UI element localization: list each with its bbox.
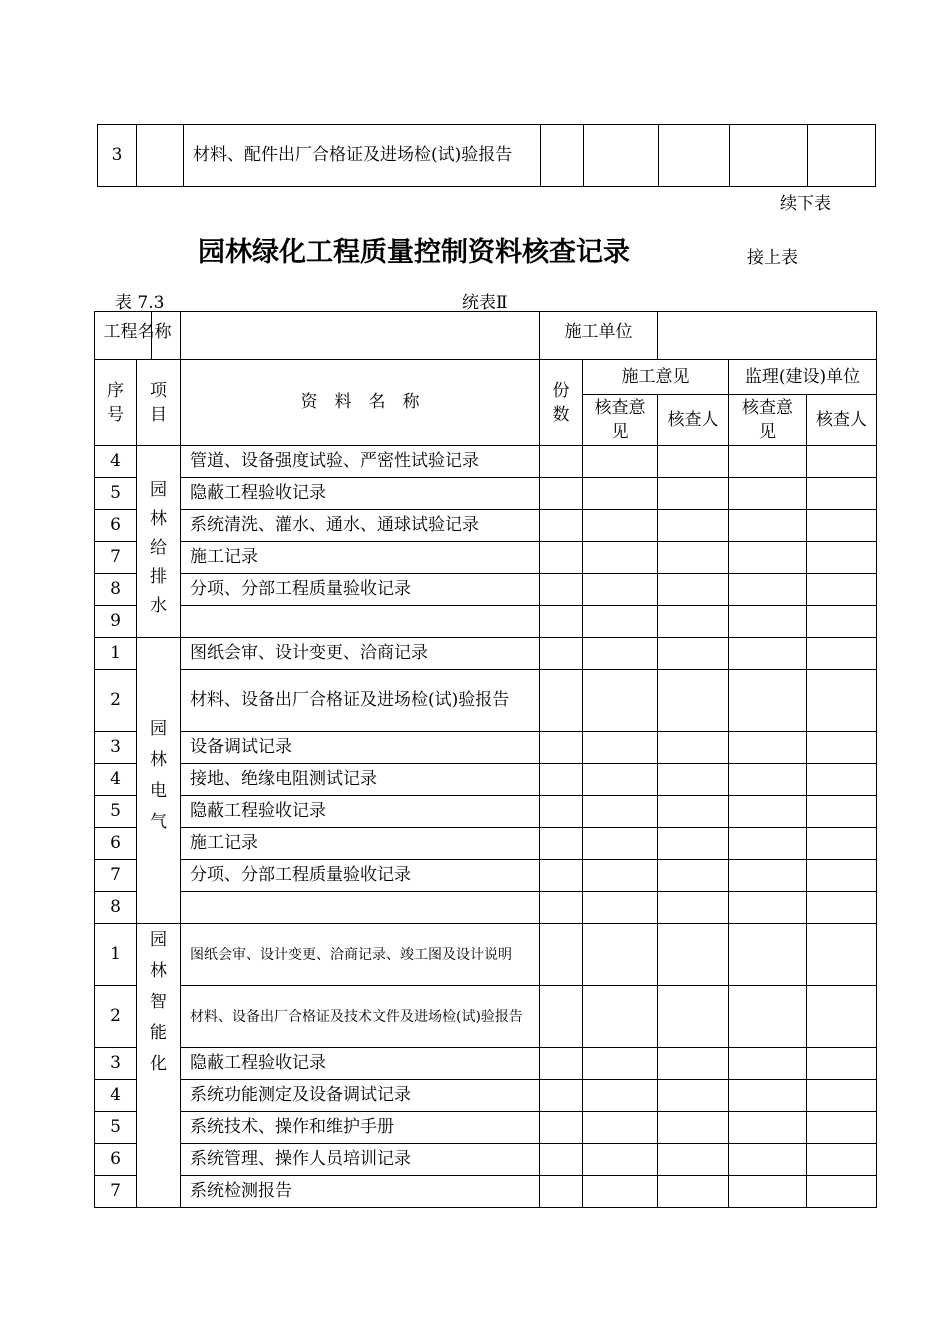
material-name: 材料、设备出厂合格证及技术文件及进场检(试)验报告: [181, 986, 540, 1048]
row-number: 7: [95, 860, 137, 892]
table-row: [95, 478, 877, 510]
construction-opinion-cell[interactable]: [583, 764, 658, 796]
contractor-label: 施工单位: [540, 312, 658, 360]
category-cell: 园林电气: [137, 638, 181, 924]
material-name: 系统功能测定及设备调试记录: [181, 1080, 540, 1112]
copies-cell[interactable]: [540, 478, 583, 510]
copies-cell[interactable]: [540, 828, 583, 860]
supervision-opinion-cell[interactable]: [729, 606, 807, 638]
supervision-check-opinion-header: 核查意见: [729, 395, 807, 446]
table-row: [95, 924, 877, 986]
construction-checker-cell[interactable]: [658, 574, 729, 606]
category-cell: 园林给排水: [137, 446, 181, 638]
supervision-checker-cell[interactable]: [807, 732, 877, 764]
construction-opinion-cell[interactable]: [583, 1048, 658, 1080]
construction-opinion-cell[interactable]: [583, 1176, 658, 1208]
material-name: 施工记录: [181, 542, 540, 574]
supervision-opinion-cell[interactable]: [729, 764, 807, 796]
row-number: 7: [95, 542, 137, 574]
material-name: 隐蔽工程验收记录: [181, 478, 540, 510]
row-number: 3: [95, 1048, 137, 1080]
table-row: [95, 638, 877, 670]
table-code: 表 7.3: [115, 293, 165, 313]
construction-checker-cell[interactable]: [658, 1080, 729, 1112]
row-number: 6: [95, 1144, 137, 1176]
supervision-unit-header: 监理(建设)单位: [729, 360, 877, 395]
supervision-checker-cell[interactable]: [807, 542, 877, 574]
construction-checker-cell[interactable]: [658, 510, 729, 542]
row-number: 1: [95, 638, 137, 670]
table-row: [95, 986, 877, 1048]
table-row: [95, 764, 877, 796]
copies-cell[interactable]: [540, 1112, 583, 1144]
copies-header: 份数: [540, 360, 583, 446]
construction-opinion-cell[interactable]: [583, 986, 658, 1048]
construction-opinion-cell[interactable]: [583, 574, 658, 606]
supervision-opinion-cell[interactable]: [729, 986, 807, 1048]
continued-below-note: 续下表: [780, 194, 831, 214]
supervision-opinion-cell[interactable]: [729, 510, 807, 542]
material-name: 设备调试记录: [181, 732, 540, 764]
construction-opinion-cell[interactable]: [583, 796, 658, 828]
supervision-checker-cell[interactable]: [807, 764, 877, 796]
construction-opinion-header: 施工意见: [583, 360, 729, 395]
copies-cell[interactable]: [540, 764, 583, 796]
material-name: 隐蔽工程验收记录: [181, 796, 540, 828]
construction-check-opinion-header: 核查意见: [583, 395, 658, 446]
construction-checker-cell[interactable]: [658, 796, 729, 828]
material-name: 管道、设备强度试验、严密性试验记录: [181, 446, 540, 478]
table-row: [95, 446, 877, 478]
material-name: 材料、设备出厂合格证及进场检(试)验报告: [181, 670, 540, 732]
material-name: 施工记录: [181, 828, 540, 860]
construction-opinion-cell[interactable]: [583, 670, 658, 732]
row-number: 1: [95, 924, 137, 986]
table-subtitle: 统表Ⅱ: [462, 293, 508, 313]
construction-opinion-cell[interactable]: [583, 828, 658, 860]
item-header: 项目: [137, 360, 181, 446]
supervision-checker-cell[interactable]: [807, 860, 877, 892]
supervision-opinion-cell[interactable]: [729, 796, 807, 828]
table-row: [95, 510, 877, 542]
supervision-checker-cell[interactable]: [807, 924, 877, 986]
copies-cell[interactable]: [540, 924, 583, 986]
construction-checker-cell[interactable]: [658, 478, 729, 510]
supervision-opinion-cell[interactable]: [729, 1112, 807, 1144]
material-name: 系统管理、操作人员培训记录: [181, 1144, 540, 1176]
table-row: [95, 828, 877, 860]
table-row: [95, 670, 877, 732]
supervision-checker-cell[interactable]: [807, 1080, 877, 1112]
supervision-opinion-cell[interactable]: [729, 478, 807, 510]
supervision-opinion-cell[interactable]: [729, 892, 807, 924]
material-name: 系统技术、操作和维护手册: [181, 1112, 540, 1144]
construction-opinion-cell[interactable]: [583, 892, 658, 924]
construction-checker-cell[interactable]: [658, 860, 729, 892]
construction-opinion-cell[interactable]: [583, 860, 658, 892]
supervision-opinion-cell[interactable]: [729, 1080, 807, 1112]
supervision-checker-cell[interactable]: [807, 606, 877, 638]
supervision-checker-cell[interactable]: [807, 1176, 877, 1208]
supervision-opinion-cell[interactable]: [729, 670, 807, 732]
copies-cell[interactable]: [540, 1176, 583, 1208]
table-row: [95, 542, 877, 574]
top-table-fragment: [97, 124, 876, 187]
copies-cell[interactable]: [540, 510, 583, 542]
material-name: 分项、分部工程质量验收记录: [181, 574, 540, 606]
row-number: 4: [95, 764, 137, 796]
row-number: 2: [95, 986, 137, 1048]
supervision-opinion-cell[interactable]: [729, 860, 807, 892]
construction-opinion-cell[interactable]: [583, 1080, 658, 1112]
supervision-opinion-cell[interactable]: [729, 574, 807, 606]
construction-opinion-cell[interactable]: [583, 478, 658, 510]
supervision-opinion-cell[interactable]: [729, 1176, 807, 1208]
supervision-checker-cell[interactable]: [807, 1048, 877, 1080]
construction-checker-cell[interactable]: [658, 732, 729, 764]
construction-opinion-cell[interactable]: [583, 732, 658, 764]
quality-control-records-table: [94, 311, 877, 1208]
supervision-checker-cell[interactable]: [807, 892, 877, 924]
copies-cell[interactable]: [540, 670, 583, 732]
copies-cell[interactable]: [540, 638, 583, 670]
row-number: 5: [95, 796, 137, 828]
construction-checker-cell[interactable]: [658, 1176, 729, 1208]
supervision-checker-cell[interactable]: [807, 446, 877, 478]
construction-checker-cell[interactable]: [658, 828, 729, 860]
material-name: 图纸会审、设计变更、洽商记录、竣工图及设计说明: [181, 924, 540, 986]
material-name: 系统清洗、灌水、通水、通球试验记录: [181, 510, 540, 542]
material-name: 系统检测报告: [181, 1176, 540, 1208]
copies-cell[interactable]: [540, 446, 583, 478]
supervision-checker-header: 核查人: [807, 395, 877, 446]
project-name-value[interactable]: [181, 312, 540, 360]
supervision-opinion-cell[interactable]: [729, 1144, 807, 1176]
seq-header: 序号: [95, 360, 137, 446]
supervision-checker-cell[interactable]: [807, 828, 877, 860]
copies-cell[interactable]: [540, 1048, 583, 1080]
continued-from-note: 接上表: [747, 248, 798, 268]
material-name: 隐蔽工程验收记录: [181, 1048, 540, 1080]
construction-checker-header: 核查人: [658, 395, 729, 446]
row-number: 4: [95, 1080, 137, 1112]
copies-cell[interactable]: [540, 606, 583, 638]
row-number: 7: [95, 1176, 137, 1208]
row-number: 9: [95, 606, 137, 638]
construction-opinion-cell[interactable]: [583, 510, 658, 542]
copies-cell[interactable]: [540, 986, 583, 1048]
contractor-value[interactable]: [658, 312, 877, 360]
row-number: 8: [95, 892, 137, 924]
construction-checker-cell[interactable]: [658, 670, 729, 732]
material-name: 分项、分部工程质量验收记录: [181, 860, 540, 892]
copies-cell[interactable]: [540, 860, 583, 892]
construction-checker-cell[interactable]: [658, 1048, 729, 1080]
copies-cell[interactable]: [540, 1144, 583, 1176]
supervision-checker-cell[interactable]: [807, 670, 877, 732]
construction-opinion-cell[interactable]: [583, 638, 658, 670]
copies-cell[interactable]: [540, 732, 583, 764]
table-row: [95, 1112, 877, 1144]
supervision-checker-cell[interactable]: [807, 638, 877, 670]
supervision-opinion-cell[interactable]: [729, 1048, 807, 1080]
category-cell: 园林智能化: [137, 924, 181, 1208]
construction-checker-cell[interactable]: [658, 542, 729, 574]
row-number: 2: [95, 670, 137, 732]
table-row: [95, 796, 877, 828]
construction-opinion-cell[interactable]: [583, 542, 658, 574]
material-name-header: 资 料 名 称: [181, 360, 540, 446]
material-name: [181, 892, 540, 924]
row-number: 3: [95, 732, 137, 764]
row-number: 8: [95, 574, 137, 606]
table-row: [95, 892, 877, 924]
supervision-opinion-cell[interactable]: [729, 542, 807, 574]
supervision-checker-cell[interactable]: [807, 1144, 877, 1176]
material-name: 图纸会审、设计变更、洽商记录: [181, 638, 540, 670]
copies-cell[interactable]: [540, 796, 583, 828]
supervision-opinion-cell[interactable]: [729, 828, 807, 860]
supervision-checker-cell[interactable]: [807, 986, 877, 1048]
construction-checker-cell[interactable]: [658, 638, 729, 670]
supervision-opinion-cell[interactable]: [729, 924, 807, 986]
construction-opinion-cell[interactable]: [583, 606, 658, 638]
construction-checker-cell[interactable]: [658, 924, 729, 986]
table-row: [95, 1080, 877, 1112]
construction-checker-cell[interactable]: [658, 606, 729, 638]
page-title: 园林绿化工程质量控制资料核查记录: [198, 237, 630, 268]
supervision-checker-cell[interactable]: [807, 478, 877, 510]
copies-cell[interactable]: [540, 574, 583, 606]
row-number: 3: [98, 125, 137, 187]
supervision-checker-cell[interactable]: [807, 796, 877, 828]
construction-opinion-cell[interactable]: [583, 446, 658, 478]
construction-checker-cell[interactable]: [658, 986, 729, 1048]
supervision-opinion-cell[interactable]: [729, 638, 807, 670]
supervision-opinion-cell[interactable]: [729, 446, 807, 478]
material-name: 材料、配件出厂合格证及进场检(试)验报告: [184, 125, 541, 187]
material-name: 接地、绝缘电阻测试记录: [181, 764, 540, 796]
table-row: [95, 574, 877, 606]
construction-opinion-cell[interactable]: [583, 1144, 658, 1176]
row-number: 5: [95, 1112, 137, 1144]
table-row: [95, 1048, 877, 1080]
copies-cell[interactable]: [540, 892, 583, 924]
supervision-opinion-cell[interactable]: [729, 732, 807, 764]
supervision-checker-cell[interactable]: [807, 1112, 877, 1144]
supervision-checker-cell[interactable]: [807, 574, 877, 606]
construction-opinion-cell[interactable]: [583, 924, 658, 986]
construction-checker-cell[interactable]: [658, 1112, 729, 1144]
copies-cell[interactable]: [540, 1080, 583, 1112]
project-name-label: 工程名称: [95, 312, 181, 360]
construction-checker-cell[interactable]: [658, 1144, 729, 1176]
row-number: 4: [95, 446, 137, 478]
row-number: 6: [95, 510, 137, 542]
material-name: [181, 606, 540, 638]
construction-checker-cell[interactable]: [658, 892, 729, 924]
supervision-checker-cell[interactable]: [807, 510, 877, 542]
table-row: [95, 732, 877, 764]
row-number: 5: [95, 478, 137, 510]
table-row: [95, 606, 877, 638]
construction-checker-cell[interactable]: [658, 446, 729, 478]
table-row: [95, 1144, 877, 1176]
table-row: [95, 1176, 877, 1208]
construction-checker-cell[interactable]: [658, 764, 729, 796]
row-number: 6: [95, 828, 137, 860]
copies-cell[interactable]: [540, 542, 583, 574]
construction-opinion-cell[interactable]: [583, 1112, 658, 1144]
table-row: [95, 860, 877, 892]
